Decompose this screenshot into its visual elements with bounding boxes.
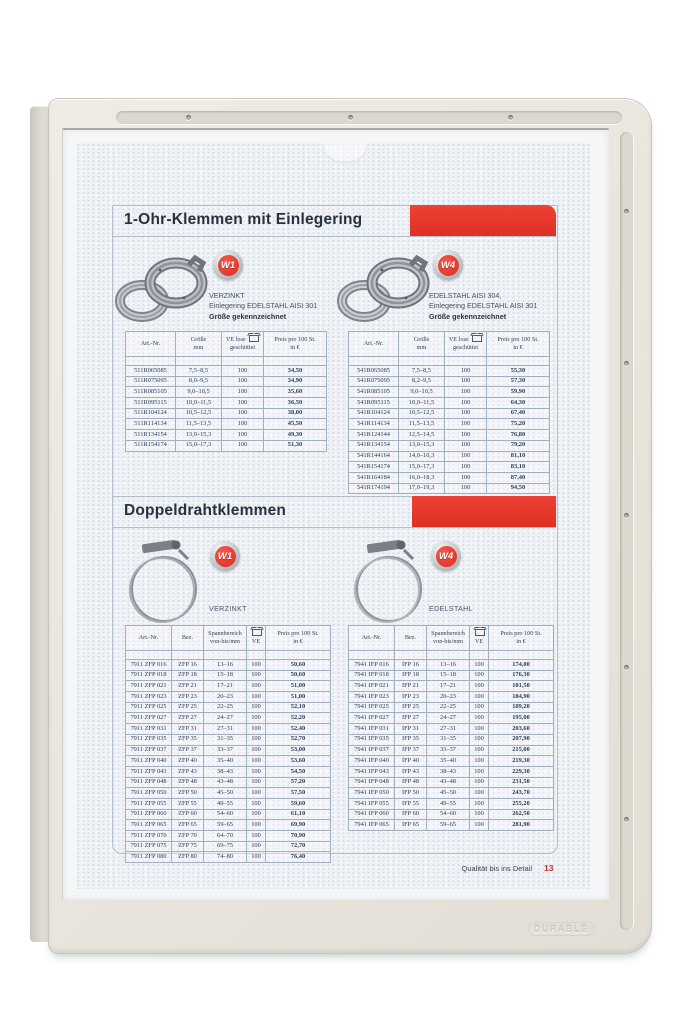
table-row: 7941 IFP 025 IFP 25 22–25 100 189,20: [349, 702, 554, 713]
page-number: 13: [544, 863, 554, 873]
rivet-hole-icon: [624, 209, 629, 214]
table-row: 541R154174 15,0–17,3 100 83,10: [349, 462, 550, 473]
wire-clamp-photo: [343, 537, 435, 625]
table-row: 7911 ZFP 023 ZFP 23 20–23 100 51,00: [126, 692, 331, 703]
column-header: Größe mm: [176, 332, 222, 357]
badge-label: W4: [438, 255, 459, 276]
table-row: 541R144164 14,0–16,3 100 81,10: [349, 451, 550, 462]
table-row: 7941 IFP 031 IFP 31 27–31 100 203,60: [349, 724, 554, 735]
rivet-hole-icon: [624, 665, 629, 670]
section-divider: [112, 236, 556, 237]
material-badge: [431, 541, 461, 571]
ear-clamp-photo: [112, 246, 212, 328]
carton-icon: [472, 335, 482, 342]
table-row: 511R134154 13,0–15,3 100 49,30: [126, 430, 327, 441]
table-row: 7941 IFP 027 IFP 27 24–27 100 195,00: [349, 713, 554, 724]
spacer-row: [349, 651, 554, 660]
carton-icon: [252, 629, 262, 636]
section-accent-bar: [412, 496, 556, 527]
table-row: 7941 IFP 048 IFP 48 43–48 100 231,50: [349, 777, 554, 788]
table-row: 7911 ZFP 060 ZFP 60 54–60 100 61,10: [126, 809, 331, 820]
rivet-hole-icon: [624, 513, 629, 518]
price-table: [348, 625, 553, 831]
price-table-grid: [125, 331, 327, 452]
badge-label: W1: [215, 546, 236, 567]
price-table: [125, 331, 326, 452]
column-header: Art.-Nr.: [349, 332, 399, 357]
table-row: 7941 IFP 065 IFP 65 59–65 100 281,90: [349, 820, 554, 831]
table-row: 511R114134 11,5–13,5 100 45,50: [126, 419, 327, 430]
badge-label: W4: [436, 546, 457, 567]
material-badge: [433, 250, 463, 280]
panel-top-groove: [116, 111, 622, 124]
column-header: Bez.: [172, 626, 204, 651]
section-title: 1-Ohr-Klemmen mit Einlegering: [124, 211, 363, 228]
table-row: 7911 ZFP 050 ZFP 50 45–50 100 57,50: [126, 788, 331, 799]
column-header: Preis pro 100 St. in €: [264, 332, 327, 357]
table-row: 7911 ZFP 016 ZFP 16 13–16 100 50,60: [126, 660, 331, 671]
spacer-row: [126, 651, 331, 660]
column-header: VE lose geschüttet: [445, 332, 487, 357]
section-accent-bar: [410, 205, 556, 236]
material-badge: [213, 250, 243, 280]
table-row: 511R104124 10,5–12,5 100 38,00: [126, 408, 327, 419]
price-table: [348, 331, 549, 494]
table-row: 7911 ZFP 035 ZFP 35 31–35 100 52,70: [126, 734, 331, 745]
table-row: 7941 IFP 050 IFP 50 45–50 100 243,70: [349, 788, 554, 799]
table-row: 7911 ZFP 075 ZFP 75 69–75 100 72,70: [126, 841, 331, 852]
column-header: Spannbereich von-bis/mm: [204, 626, 247, 651]
table-row: 7941 IFP 035 IFP 35 31–35 100 207,90: [349, 734, 554, 745]
rivet-hole-icon: [348, 115, 353, 120]
table-row: 541R065085 7,5–8,5 100 55,30: [349, 366, 550, 377]
panel-right-groove: [620, 132, 633, 930]
section-divider: [112, 527, 556, 528]
table-row: 541R095115 10,0–11,5 100 64,30: [349, 398, 550, 409]
table-row: 7941 IFP 021 IFP 21 17–21 100 181,50: [349, 681, 554, 692]
table-row: 7911 ZFP 070 ZFP 70 64–70 100 70,90: [126, 831, 331, 842]
column-header: Preis pro 100 St. in €: [487, 332, 550, 357]
column-header: VE: [470, 626, 489, 651]
column-header: Größe mm: [399, 332, 445, 357]
table-row: 7941 IFP 055 IFP 55 49–55 100 255,20: [349, 798, 554, 809]
column-header: Preis pro 100 St. in €: [266, 626, 331, 651]
table-row: 7911 ZFP 018 ZFP 18 15–18 100 50,60: [126, 670, 331, 681]
table-row: 511R085105 9,0–10,5 100 35,60: [126, 387, 327, 398]
table-row: 7941 IFP 018 IFP 18 15–18 100 176,30: [349, 670, 554, 681]
table-row: 511R095115 10,0–11,5 100 36,50: [126, 398, 327, 409]
table-row: 541R085105 9,0–10,5 100 59,90: [349, 387, 550, 398]
ear-clamp-photo: [334, 246, 434, 328]
price-table: [125, 625, 330, 863]
variant-caption: EDELSTAHL: [429, 606, 473, 613]
footer-tagline: Qualität bis ins Detail: [461, 864, 532, 873]
table-row: 7941 IFP 060 IFP 60 54–60 100 262,50: [349, 809, 554, 820]
table-row: 7911 ZFP 065 ZFP 65 59–65 100 69,90: [126, 820, 331, 831]
carton-icon: [475, 629, 485, 636]
column-header: Preis pro 100 St. in €: [489, 626, 554, 651]
table-row: 511R065085 7,5–8,5 100 34,50: [126, 366, 327, 377]
rivet-hole-icon: [508, 115, 513, 120]
table-row: 541R104124 10,5–12,5 100 67,40: [349, 408, 550, 419]
rivet-hole-icon: [624, 817, 629, 822]
table-row: 7911 ZFP 080 ZFP 80 74–80 100 76,40: [126, 852, 331, 863]
table-row: 7941 IFP 043 IFP 43 38–43 100 229,30: [349, 766, 554, 777]
table-row: 7911 ZFP 037 ZFP 37 33–37 100 53,00: [126, 745, 331, 756]
variant-caption: VERZINKT: [209, 606, 247, 613]
column-header: VE lose geschüttet: [222, 332, 264, 357]
column-header: Bez.: [395, 626, 427, 651]
rivet-hole-icon: [624, 361, 629, 366]
table-row: 7911 ZFP 040 ZFP 40 35–40 100 53,60: [126, 756, 331, 767]
column-header: Spannbereich von-bis/mm: [427, 626, 470, 651]
column-header: Art.-Nr.: [349, 626, 395, 651]
price-table-grid: [348, 625, 554, 831]
badge-label: W1: [218, 255, 239, 276]
table-row: 7911 ZFP 021 ZFP 21 17–21 100 51,00: [126, 681, 331, 692]
variant-description: EDELSTAHL AISI 304, Einlegering EDELSTAHL AISI 301 Größe gekennzeichnet: [429, 291, 538, 321]
table-row: 7941 IFP 040 IFP 40 35–40 100 219,30: [349, 756, 554, 767]
material-badge: [210, 541, 240, 571]
rivet-hole-icon: [186, 115, 191, 120]
price-table-grid: [125, 625, 331, 863]
table-row: 7911 ZFP 055 ZFP 55 49–55 100 59,60: [126, 798, 331, 809]
table-row: 541R174194 17,0–19,3 100 94,50: [349, 483, 550, 494]
column-header: VE: [247, 626, 266, 651]
variant-description: VERZINKT Einlegering EDELSTAHL AISI 301 Größe gekennzeichnet: [209, 291, 318, 321]
table-row: 541R164184 16,0–18,3 100 87,40: [349, 472, 550, 483]
spacer-row: [126, 357, 327, 366]
column-header: Art.-Nr.: [126, 626, 172, 651]
carton-icon: [249, 335, 259, 342]
section-title: Doppeldrahtklemmen: [124, 502, 287, 519]
table-row: 7911 ZFP 048 ZFP 48 43–48 100 57,20: [126, 777, 331, 788]
table-row: 541R114134 11,5–13,5 100 75,20: [349, 419, 550, 430]
wire-clamp-photo: [118, 537, 210, 625]
table-row: 7911 ZFP 031 ZFP 31 27–31 100 52,40: [126, 724, 331, 735]
table-row: 541R124144 12,5–14,5 100 76,80: [349, 430, 550, 441]
table-row: 541R075095 8,2–9,5 100 57,30: [349, 376, 550, 387]
table-row: 7941 IFP 037 IFP 37 33–37 100 215,00: [349, 745, 554, 756]
table-row: 511R154174 15,0–17,3 100 51,30: [126, 440, 327, 451]
column-header: Art.-Nr.: [126, 332, 176, 357]
spacer-row: [349, 357, 550, 366]
table-row: 7941 IFP 016 IFP 16 13–16 100 174,00: [349, 660, 554, 671]
brand-emboss: DURABLE: [528, 922, 595, 936]
table-row: 511R075095 8,0–9,5 100 34,90: [126, 376, 327, 387]
price-table-grid: [348, 331, 550, 494]
table-row: 7941 IFP 023 IFP 23 20–23 100 184,90: [349, 692, 554, 703]
table-row: 7911 ZFP 043 ZFP 43 38–43 100 54,50: [126, 766, 331, 777]
table-row: 7911 ZFP 027 ZFP 27 24–27 100 52,20: [126, 713, 331, 724]
table-row: 7911 ZFP 025 ZFP 25 22–25 100 52,10: [126, 702, 331, 713]
table-row: 541R134154 13,0–15,3 100 79,20: [349, 440, 550, 451]
